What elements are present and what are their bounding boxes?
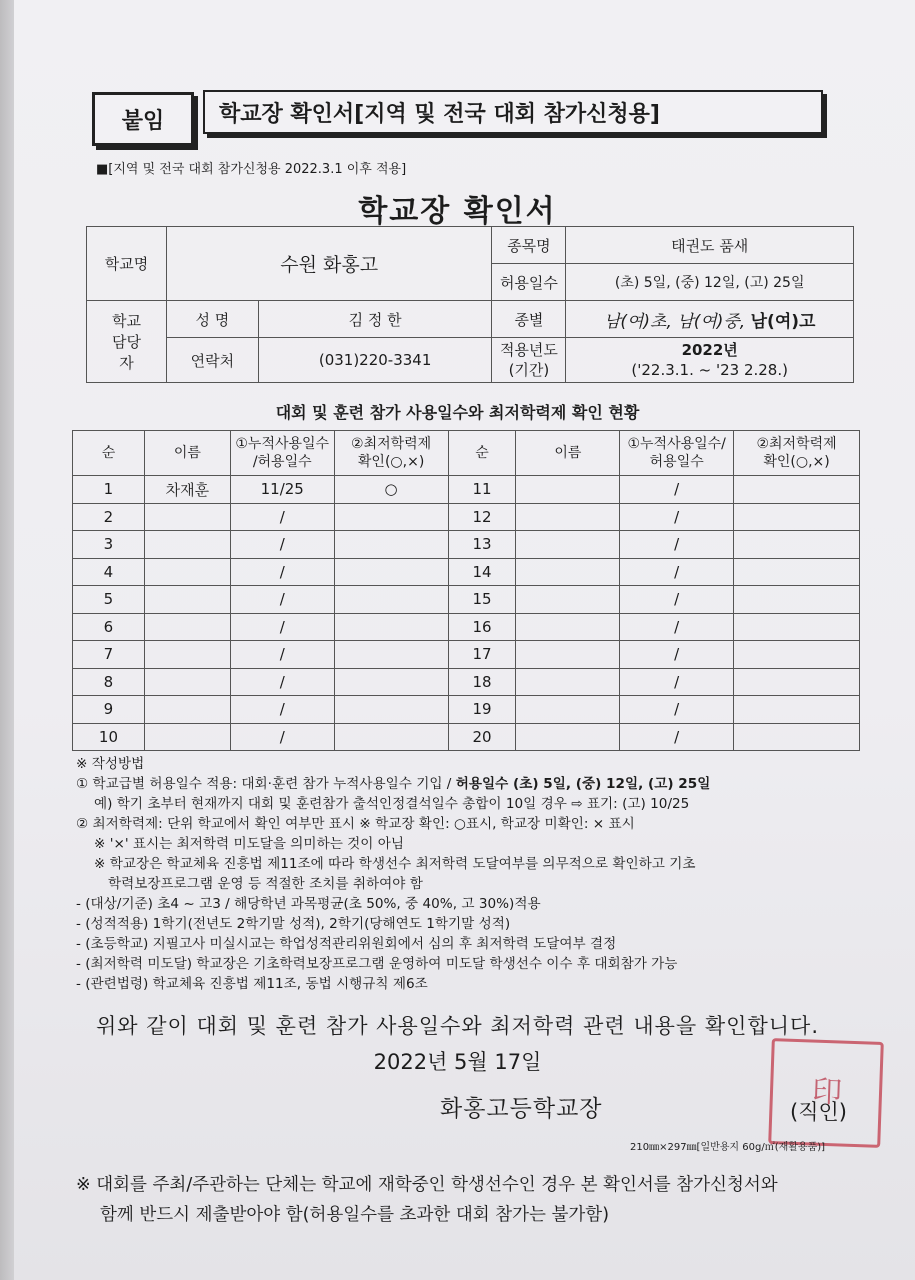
- col-days-2: ①누적사용일수/ 허용일수: [620, 431, 734, 476]
- col-days: ①누적사용일수 /허용일수: [230, 431, 334, 476]
- note-line-1: ① 학교급별 허용일수 적용: 대회·훈련 참가 누적사용일수 기입 / 허용일수 (초) 5일, (중) 12일, (고) 25일: [76, 776, 711, 792]
- row-no: 5: [73, 586, 145, 614]
- row-name-2: [516, 696, 620, 724]
- row-days: /: [230, 586, 334, 614]
- row-days-2: /: [620, 531, 734, 559]
- table-row: [73, 613, 860, 641]
- notes-heading: ※ 작성방법: [76, 756, 145, 772]
- row-name: [144, 586, 230, 614]
- row-days: 11/25: [230, 476, 334, 504]
- row-name-2: [516, 613, 620, 641]
- row-no: 10: [73, 723, 145, 751]
- row-days-2: /: [620, 476, 734, 504]
- row-no-2: 18: [448, 668, 516, 696]
- row-days-2: /: [620, 558, 734, 586]
- row-no-2: 13: [448, 531, 516, 559]
- contact-value: (031)220-3341: [258, 338, 492, 383]
- note-line-7: - (대상/기준) 초4 ~ 고3 / 해당학년 과목평균(초 50%, 중 40%, 고 30%)적용: [76, 896, 541, 912]
- row-no-2: 16: [448, 613, 516, 641]
- note-line-4: ※ '×' 표시는 최저학력 미도달을 의미하는 것이 아님: [94, 836, 404, 852]
- row-check-2: [734, 696, 860, 724]
- attachment-badge: 붙임: [92, 92, 194, 146]
- row-days: /: [230, 531, 334, 559]
- row-no: 6: [73, 613, 145, 641]
- row-check: [334, 531, 448, 559]
- table-row: [73, 696, 860, 724]
- row-check-2: [734, 723, 860, 751]
- row-no-2: 14: [448, 558, 516, 586]
- category-value: [566, 301, 854, 338]
- row-name: 차재훈: [144, 476, 230, 504]
- row-check-2: [734, 531, 860, 559]
- note-line-10: - (최저학력 미도달) 학교장은 기초학력보장프로그램 운영하여 미도달 학생선수 이수 후 대회참가 가능: [76, 956, 678, 972]
- row-days: /: [230, 558, 334, 586]
- year-value: 2022년 ('22.3.1. ~ '23 2.28.): [566, 338, 854, 383]
- row-check: [334, 641, 448, 669]
- official-seal-stamp: 印: [768, 1038, 884, 1148]
- row-days-2: /: [620, 641, 734, 669]
- table-row: [73, 723, 860, 751]
- col-no-2: 순: [448, 431, 516, 476]
- row-name: [144, 531, 230, 559]
- document-title: 학교장 확인서: [358, 194, 557, 229]
- row-check-2: [734, 503, 860, 531]
- row-name: [144, 723, 230, 751]
- table-row: [73, 476, 860, 504]
- col-no: 순: [73, 431, 145, 476]
- name-label: 성 명: [166, 301, 258, 338]
- row-name-2: [516, 641, 620, 669]
- event-label: 종목명: [492, 227, 566, 264]
- row-no: 4: [73, 558, 145, 586]
- note-line-2: 예) 학기 초부터 현재까지 대회 및 훈련참가 출석인정결석일수 총합이 10일 경우 ⇨ 표기: (고) 10/25: [94, 796, 690, 812]
- row-name-2: [516, 668, 620, 696]
- document-headline: 학교장 확인서[지역 및 전국 대회 참가신청용]: [203, 90, 823, 134]
- status-table: [72, 430, 860, 751]
- note-line-6: 학력보장프로그램 운영 등 적절한 조치를 취하여야 함: [108, 876, 423, 892]
- row-no-2: 11: [448, 476, 516, 504]
- row-name-2: [516, 586, 620, 614]
- submission-notice: ※ 대회를 주최/주관하는 단체는 학교에 재학중인 학생선수인 경우 본 확인서를 참가신청서와 함께 반드시 제출받아야 함(허용일수를 초과한 대회 참가는 불가함): [76, 1175, 778, 1225]
- row-check: [334, 723, 448, 751]
- note-line-11: - (관련법령) 학교체육 진흥법 제11조, 동법 시행규칙 제6조: [76, 976, 428, 992]
- row-no-2: 17: [448, 641, 516, 669]
- col-min: ②최저학력제 확인(○,×): [334, 431, 448, 476]
- allowed-days-label: 허용일수: [492, 264, 566, 301]
- row-days-2: /: [620, 503, 734, 531]
- row-no-2: 12: [448, 503, 516, 531]
- seal-label: (직인): [790, 1100, 847, 1124]
- row-days-2: /: [620, 696, 734, 724]
- row-check-2: [734, 558, 860, 586]
- row-no-2: 19: [448, 696, 516, 724]
- staff-label: 학교 담당자: [87, 301, 167, 383]
- table-row: [73, 668, 860, 696]
- table-row: [73, 503, 860, 531]
- row-no: 9: [73, 696, 145, 724]
- note-line-9: - (초등학교) 지필고사 미실시교는 학업성적관리위원회에서 심의 후 최저학력 도달여부 결정: [76, 936, 617, 952]
- row-name-2: [516, 558, 620, 586]
- note-line-8: - (성적적용) 1학기(전년도 2학기말 성적), 2학기(당해연도 1학기말 성적): [76, 916, 511, 932]
- status-title: 대회 및 훈련 참가 사용일수와 최저학력제 확인 현황: [275, 403, 640, 422]
- note-line-5: ※ 학교장은 학교체육 진흥법 제11조에 따라 학생선수 최저학력 도달여부를 의무적으로 확인하고 기초: [94, 856, 696, 872]
- table-row: [73, 641, 860, 669]
- row-days: /: [230, 668, 334, 696]
- category-label: 종별: [492, 301, 566, 338]
- event-value: 태권도 품새: [566, 227, 854, 264]
- row-name-2: [516, 723, 620, 751]
- category-elementary: 남(여)초,: [603, 311, 672, 332]
- school-label: 학교명: [87, 227, 167, 301]
- row-name: [144, 558, 230, 586]
- row-check: [334, 586, 448, 614]
- year-label: 적용년도 (기간): [492, 338, 566, 383]
- row-check-2: [734, 476, 860, 504]
- paper-spec: 210㎜×297㎜[일반용지 60g/㎡(재활용품)]: [630, 1142, 826, 1153]
- row-name: [144, 668, 230, 696]
- row-no: 2: [73, 503, 145, 531]
- application-note: ■[지역 및 전국 대회 참가신청용 2022.3.1 이후 적용]: [96, 162, 407, 177]
- row-name-2: [516, 476, 620, 504]
- row-days: /: [230, 641, 334, 669]
- row-name: [144, 641, 230, 669]
- confirmation-statement: 위와 같이 대회 및 훈련 참가 사용일수와 최저학력 관련 내용을 확인합니다.: [95, 1014, 819, 1038]
- row-no: 1: [73, 476, 145, 504]
- row-check: [334, 503, 448, 531]
- row-days: /: [230, 723, 334, 751]
- row-check-2: [734, 586, 860, 614]
- row-name-2: [516, 503, 620, 531]
- row-check: [334, 613, 448, 641]
- school-value: 수원 화홍고: [166, 227, 492, 301]
- row-name: [144, 613, 230, 641]
- row-check-2: [734, 613, 860, 641]
- row-days: /: [230, 613, 334, 641]
- writing-instructions: [76, 754, 876, 994]
- row-name-2: [516, 531, 620, 559]
- row-check: [334, 558, 448, 586]
- row-name: [144, 503, 230, 531]
- category-middle: 남(여)중,: [677, 311, 746, 332]
- category-high: 남(여)고: [750, 311, 816, 332]
- row-days-2: /: [620, 586, 734, 614]
- principal-name: 화홍고등학교장: [440, 1096, 603, 1122]
- issue-date: 2022년 5월 17일: [373, 1050, 542, 1074]
- row-check: ○: [334, 476, 448, 504]
- name-value: 김 정 한: [258, 301, 492, 338]
- contact-label: 연락처: [166, 338, 258, 383]
- table-row: [73, 531, 860, 559]
- row-check: [334, 668, 448, 696]
- info-table: [86, 226, 854, 383]
- allowed-days-value: (초) 5일, (중) 12일, (고) 25일: [566, 264, 854, 301]
- col-name-2: 이름: [516, 431, 620, 476]
- row-days: /: [230, 696, 334, 724]
- row-no-2: 15: [448, 586, 516, 614]
- row-name: [144, 696, 230, 724]
- row-no: 3: [73, 531, 145, 559]
- row-days-2: /: [620, 668, 734, 696]
- col-name: 이름: [144, 431, 230, 476]
- row-check-2: [734, 641, 860, 669]
- row-check: [334, 696, 448, 724]
- row-no-2: 20: [448, 723, 516, 751]
- table-row: [73, 586, 860, 614]
- row-days-2: /: [620, 723, 734, 751]
- row-no: 8: [73, 668, 145, 696]
- row-no: 7: [73, 641, 145, 669]
- col-min-2: ②최저학력제 확인(○,×): [734, 431, 860, 476]
- row-days-2: /: [620, 613, 734, 641]
- table-row: [73, 558, 860, 586]
- row-check-2: [734, 668, 860, 696]
- row-days: /: [230, 503, 334, 531]
- note-line-3: ② 최저학력제: 단위 학교에서 확인 여부만 표시 ※ 학교장 확인: ○표시, 학교장 미확인: × 표시: [76, 816, 635, 832]
